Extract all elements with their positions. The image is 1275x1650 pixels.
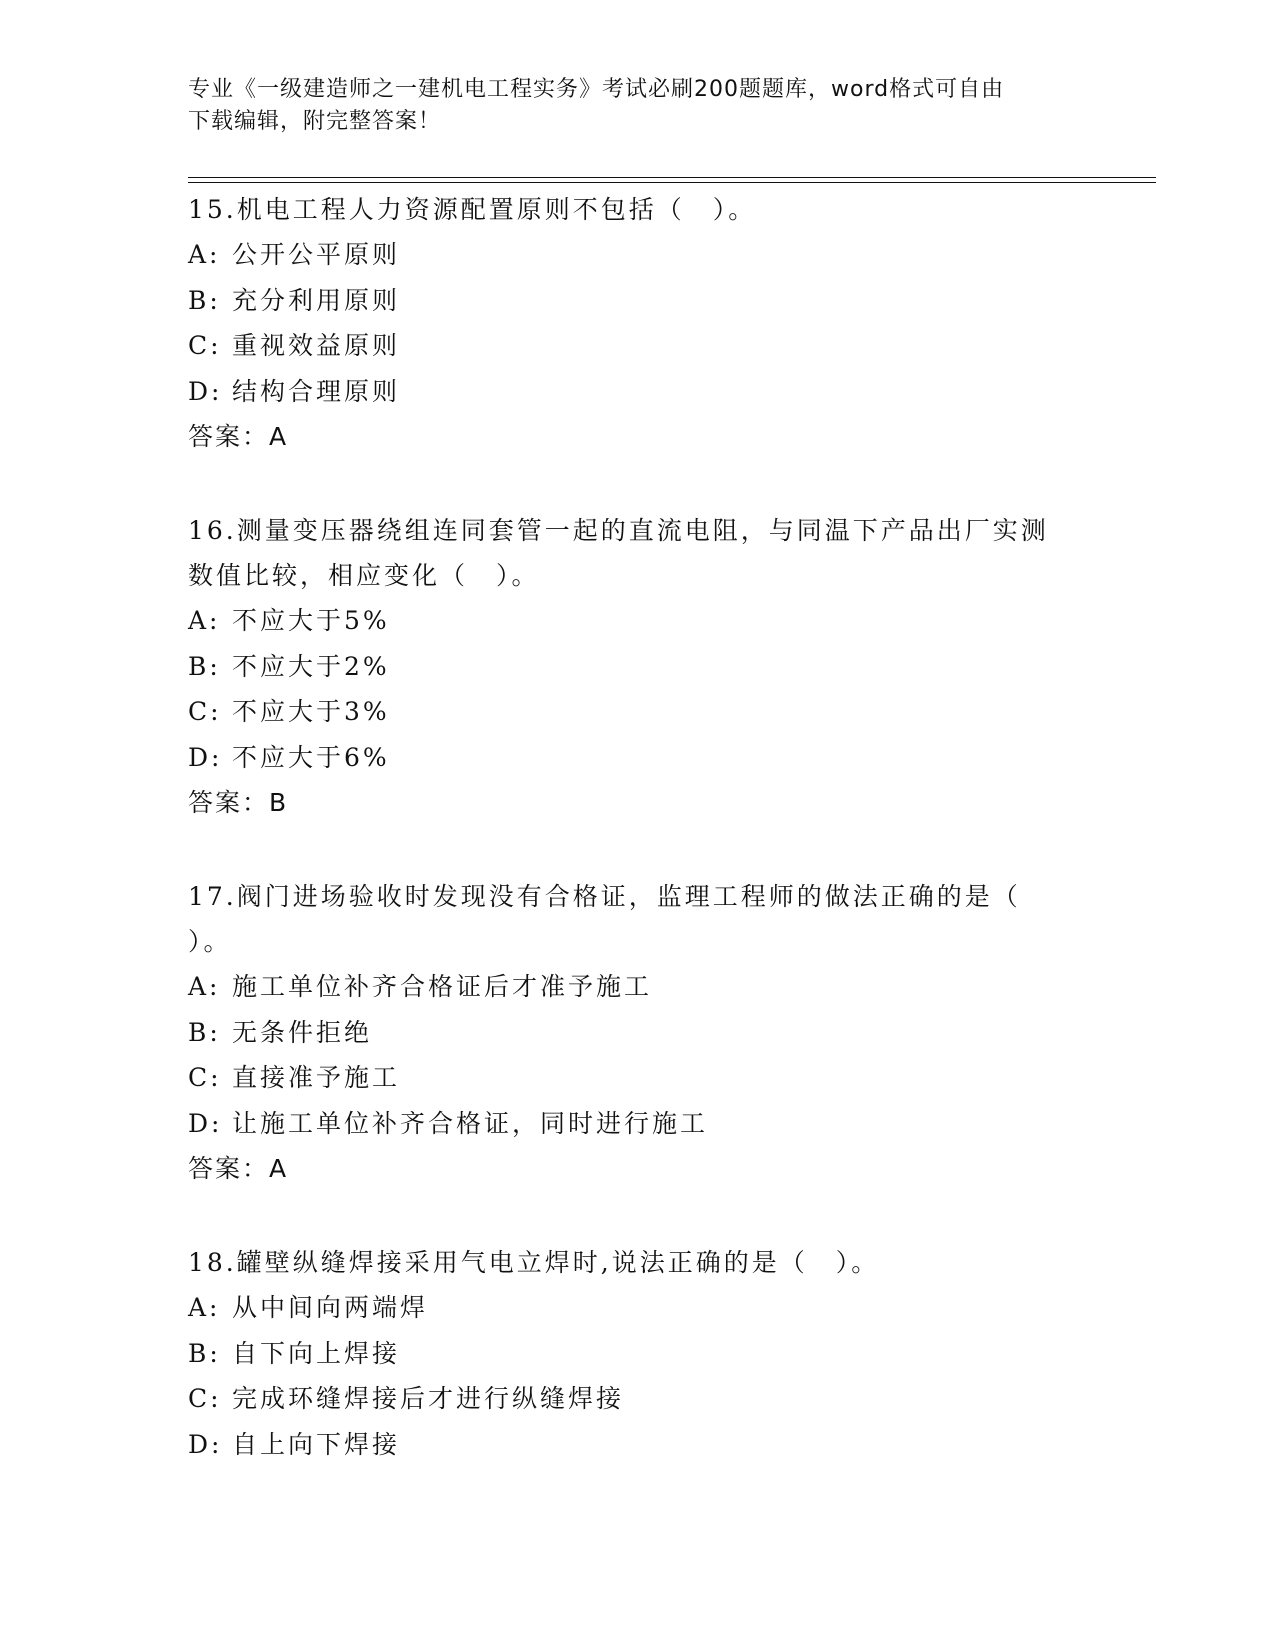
option-a [188, 964, 1088, 1010]
option-text: 不应大于6% [232, 742, 390, 772]
option-list [188, 598, 1088, 780]
option-text: 直接准予施工 [232, 1063, 401, 1092]
option-text: 公开公平原则 [232, 240, 401, 269]
question-15 [188, 187, 1088, 460]
option-list [188, 232, 1088, 414]
option-list [188, 964, 1088, 1146]
option-text: 不应大于3% [232, 697, 390, 726]
question-stem-line: 数值比较，相应变化（ ）。 [188, 561, 540, 590]
option-c [188, 1376, 1088, 1422]
option-key: A: [188, 240, 221, 269]
option-text: 无条件拒绝 [232, 1017, 373, 1047]
question-stem-line: 18.罐壁纵缝焊接采用气电立焊时,说法正确的是（ ）。 [188, 1248, 880, 1277]
header-divider-bottom [188, 182, 1156, 183]
header-line-1: 专业《一级建造师之一建机电工程实务》考试必刷200题题库，word格式可自由 [188, 77, 1005, 102]
option-b [188, 278, 1088, 324]
question-stem-line: 17.阀门进场验收时发现没有合格证，监理工程师的做法正确的是（ [188, 882, 1021, 911]
question-18 [188, 1240, 1088, 1467]
option-text: 让施工单位补齐合格证，同时进行施工 [232, 1108, 709, 1138]
option-key: C: [188, 1384, 222, 1413]
option-text: 重视效益原则 [232, 331, 401, 360]
option-key: B: [188, 1338, 221, 1368]
option-text: 自下向上焊接 [232, 1338, 401, 1368]
option-d [188, 735, 1088, 781]
question-17 [188, 874, 1088, 1192]
option-key: A: [188, 972, 221, 1001]
option-text: 结构合理原则 [232, 376, 401, 406]
option-key: D: [188, 376, 223, 406]
option-b [188, 1331, 1088, 1377]
answer-line: 答案：B [188, 788, 289, 817]
option-text: 完成环缝焊接后才进行纵缝焊接 [232, 1384, 625, 1413]
option-key: D: [188, 742, 223, 772]
option-key: C: [188, 1063, 222, 1092]
option-a [188, 598, 1088, 644]
answer-line: 答案：A [188, 1154, 289, 1183]
option-text: 自上向下焊接 [232, 1429, 401, 1459]
option-b [188, 1010, 1088, 1056]
question-stem [188, 874, 1088, 964]
question-stem [188, 1240, 1088, 1285]
option-c [188, 323, 1088, 369]
question-stem-line: ）。 [188, 927, 232, 956]
option-d [188, 1422, 1088, 1468]
option-d [188, 1101, 1088, 1147]
question-stem-line: 15.机电工程人力资源配置原则不包括（ ）。 [188, 195, 757, 224]
option-a [188, 1285, 1088, 1331]
header-divider-top [188, 177, 1156, 178]
question-stem [188, 187, 1088, 232]
option-b [188, 644, 1088, 690]
option-key: C: [188, 331, 222, 360]
question-stem-line: 16.测量变压器绕组连同套管一起的直流电阻，与同温下产品出厂实测 [188, 516, 1049, 545]
option-c [188, 1055, 1088, 1101]
option-a [188, 232, 1088, 278]
option-key: B: [188, 651, 221, 681]
option-key: A: [188, 606, 221, 635]
option-c [188, 689, 1088, 735]
option-d [188, 369, 1088, 415]
question-16 [188, 508, 1088, 826]
option-key: D: [188, 1108, 223, 1138]
question-stem [188, 508, 1088, 598]
option-text: 从中间向两端焊 [232, 1293, 429, 1322]
option-text: 施工单位补齐合格证后才准予施工 [232, 972, 653, 1001]
option-text: 充分利用原则 [232, 285, 401, 315]
option-text: 不应大于5% [232, 606, 390, 635]
answer-line: 答案：A [188, 422, 289, 451]
option-list [188, 1285, 1088, 1467]
option-key: D: [188, 1429, 223, 1459]
option-text: 不应大于2% [232, 651, 390, 681]
option-key: C: [188, 697, 222, 726]
header-line-2: 下载编辑，附完整答案！ [188, 109, 442, 134]
option-key: B: [188, 1017, 221, 1047]
option-key: B: [188, 285, 221, 315]
option-key: A: [188, 1293, 221, 1322]
document-header [188, 74, 1088, 138]
